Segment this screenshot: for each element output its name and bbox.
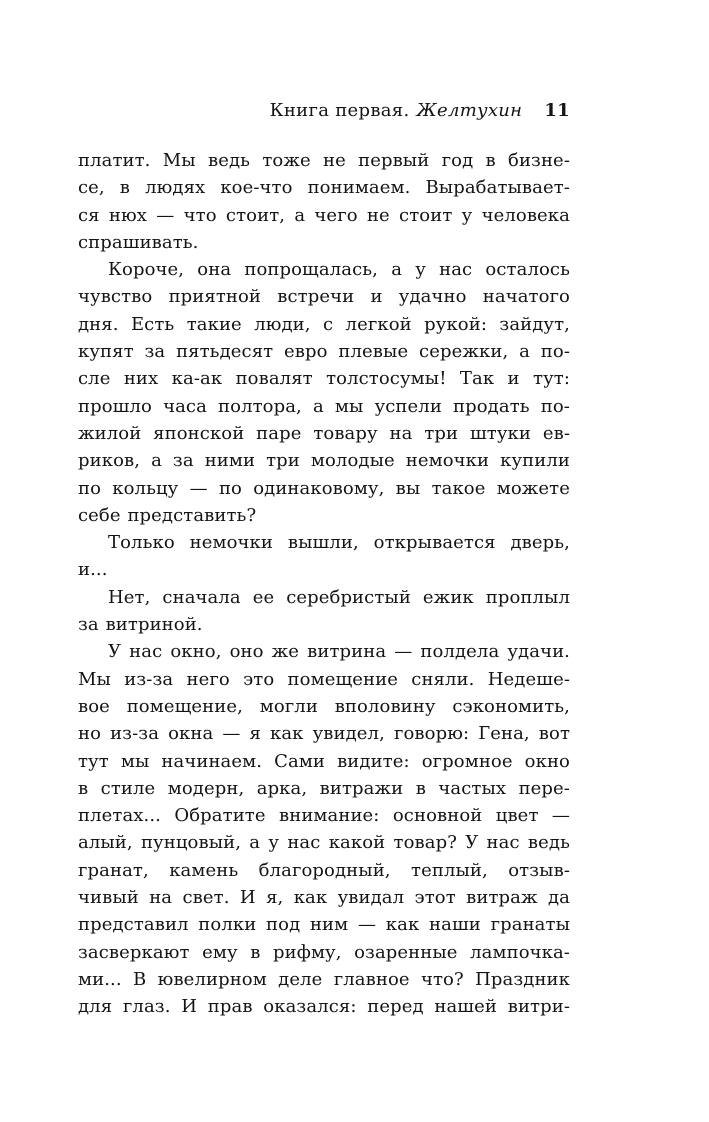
text-line: гранат, камень благородный, теплый, отзыв-	[78, 859, 570, 881]
text-line: тут мы начинаем. Сами видите: огромное окно	[78, 750, 570, 772]
text-line: и...	[78, 559, 108, 581]
text-line: спрашивать.	[78, 231, 199, 253]
text-line: сле них ка-ак повалят толстосумы! Так и тут:	[78, 368, 570, 390]
text-line: платит. Мы ведь тоже не первый год в бизне-	[78, 150, 570, 171]
text-line: ся нюх — что стоит, а чего не стоит у человека	[78, 204, 570, 226]
text-line: себе представить?	[78, 504, 257, 526]
body-text	[78, 147, 570, 1021]
text-line: риков, а за ними три молодые немочки купили	[78, 450, 570, 472]
text-line: в стиле модерн, арка, витражи в частых пере-	[78, 777, 570, 799]
text-line: У нас окно, оно же витрина — полдела удачи.	[108, 641, 570, 663]
text-line: Только немочки вышли, открывается дверь,	[108, 532, 570, 554]
text-line: вое помещение, могли вполовину сэкономить,	[78, 695, 570, 717]
text-line: Мы из-за него это помещение сняли. Недеше-	[78, 668, 570, 690]
text-line: дня. Есть такие люди, с легкой рукой: зайдут,	[78, 313, 570, 335]
text-line: купят за пятьдесят евро плевые сережки, а по-	[78, 341, 570, 363]
running-head	[78, 100, 570, 121]
text-line: чивый на свет. И я, как увидал этот витраж да	[78, 887, 570, 909]
text-line: представил полки под ним — как наши гранаты	[78, 914, 570, 936]
text-line: алый, пунцовый, а у нас какой товар? У нас ведь	[78, 832, 570, 854]
text-line: се, в людях кое-что понимаем. Вырабатывает-	[78, 177, 570, 199]
text-line: за витриной.	[78, 614, 203, 636]
text-line: чувство приятной встречи и удачно начатого	[78, 286, 570, 308]
text-line: Короче, она попрощалась, а у нас осталось	[108, 259, 570, 281]
text-line: по кольцу — по одинаковому, вы такое можете	[78, 477, 570, 499]
text-line: Нет, сначала ее серебристый ежик проплыл	[108, 586, 570, 608]
book-part-label: Книга первая.	[269, 100, 410, 121]
chapter-title: Желтухин	[416, 100, 523, 121]
text-line: ми... В ювелирном деле главное что? Праздник	[78, 968, 570, 990]
text-line: засверкают ему в рифму, озаренные лампочка-	[78, 941, 570, 963]
page-number: 11	[544, 100, 570, 121]
text-line: жилой японской паре товару на три штуки ев-	[78, 422, 570, 444]
text-line: но из-за окна — я как увидел, говорю: Гена, вот	[78, 723, 570, 745]
text-line: плетах... Обратите внимание: основной цвет —	[78, 805, 570, 827]
text-line: для глаз. И прав оказался: перед нашей витри-	[78, 996, 570, 1018]
text-line: прошло часа полтора, а мы успели продать по-	[78, 395, 570, 417]
